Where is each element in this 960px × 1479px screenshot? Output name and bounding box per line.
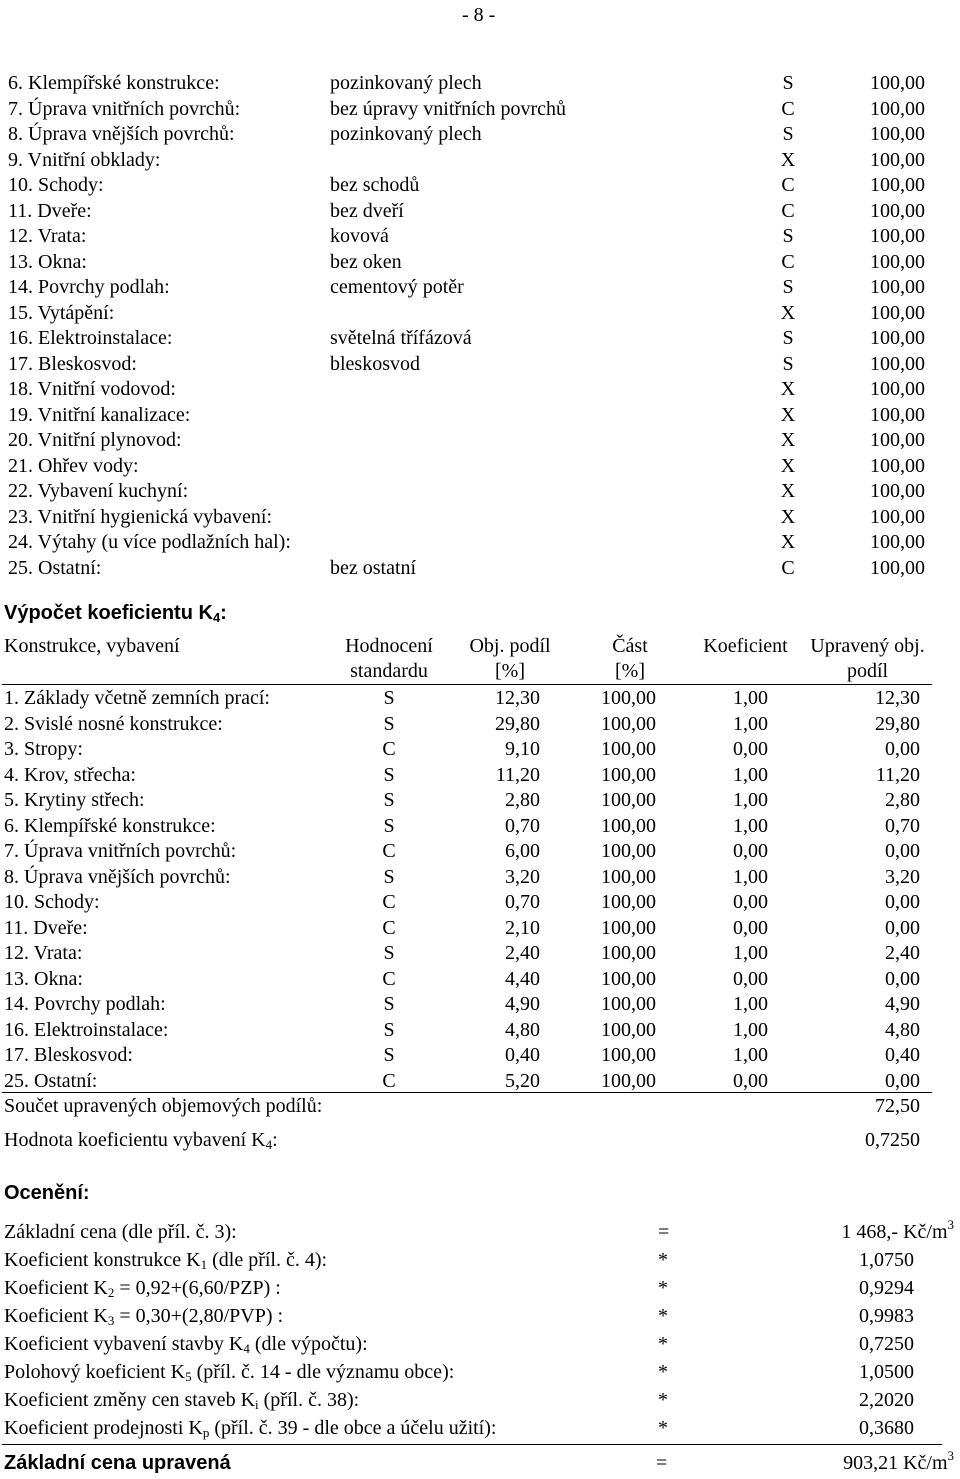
row-rating: S	[383, 687, 395, 709]
row-adjusted: 0,00	[885, 738, 920, 760]
valuation-value	[700, 1306, 914, 1326]
row-rating: S	[383, 763, 395, 786]
item-name: 16. Elektroinstalace:	[8, 327, 173, 349]
item-description: bez schodů	[330, 174, 420, 196]
row-adjusted: 4,90	[885, 993, 920, 1015]
item-percent: 100,00	[870, 123, 925, 145]
row-coef: 1,00	[733, 1018, 768, 1041]
item-name: 23. Vnitřní hygienická vybavení:	[8, 505, 273, 528]
row-part: 100,00	[601, 891, 656, 913]
item-code: X	[780, 148, 796, 171]
row-rating: C	[382, 840, 396, 862]
item-percent: 100,00	[870, 505, 925, 528]
item-percent: 100,00	[870, 403, 925, 426]
row-part: 100,00	[601, 967, 656, 990]
row-part: 100,00	[601, 1044, 656, 1066]
k4-value-label-colon: :	[272, 1129, 278, 1151]
row-adjusted: 29,80	[875, 712, 920, 735]
sum-value: 72,50	[875, 1095, 920, 1117]
item-code: S	[782, 352, 794, 375]
item-description: pozinkovaný plech	[330, 123, 482, 145]
k4-heading	[4, 603, 227, 623]
row-rating: C	[382, 738, 396, 760]
row-share: 12,30	[495, 687, 540, 709]
valuation-label-text: Koeficient prodejnosti K	[4, 1417, 203, 1439]
valuation-label	[4, 1418, 496, 1438]
item-percent: 100,00	[870, 301, 925, 324]
item-percent: 100,00	[870, 556, 925, 579]
item-percent: 100,00	[870, 199, 925, 222]
item-name: 7. Úprava vnitřních povrchů:	[8, 97, 241, 120]
item-code: S	[782, 72, 794, 94]
row-part: 100,00	[601, 789, 656, 811]
table-header-rule	[2, 684, 932, 685]
item-code: C	[781, 174, 795, 196]
row-construction: 16. Elektroinstalace:	[4, 1018, 169, 1041]
item-code: X	[780, 454, 796, 477]
valuation-operator: *	[658, 1305, 668, 1327]
row-rating: S	[383, 789, 395, 811]
item-percent: 100,00	[870, 97, 925, 120]
item-code: S	[782, 123, 794, 145]
row-share: 29,80	[495, 712, 540, 735]
item-percent: 100,00	[870, 174, 925, 196]
final-value	[740, 1448, 954, 1474]
valuation-label	[4, 1278, 281, 1298]
item-percent: 100,00	[870, 148, 925, 171]
row-part: 100,00	[601, 916, 656, 939]
k4-value-label-text: Hodnota koeficientu vybavení K	[4, 1129, 266, 1151]
row-construction: 2. Svislé nosné konstrukce:	[4, 712, 223, 735]
item-description: světelná třífázová	[330, 327, 472, 349]
item-code: X	[780, 480, 796, 502]
header-coef: Koeficient	[703, 635, 788, 657]
row-part: 100,00	[601, 687, 656, 709]
row-coef: 1,00	[733, 993, 768, 1015]
row-adjusted: 2,40	[885, 942, 920, 964]
row-adjusted: 0,70	[885, 814, 920, 837]
header-adjusted-2: podíl	[846, 660, 889, 682]
valuation-value	[700, 1334, 914, 1354]
item-name: 22. Vybavení kuchyní:	[8, 480, 189, 502]
row-coef: 1,00	[733, 687, 768, 709]
item-code: C	[781, 97, 795, 120]
row-adjusted: 12,30	[875, 687, 920, 709]
row-share: 5,20	[505, 1069, 540, 1092]
row-coef: 1,00	[733, 942, 768, 964]
item-description: cementový potěr	[330, 276, 464, 298]
row-construction: 3. Stropy:	[4, 738, 83, 760]
table-bottom-rule	[2, 1092, 932, 1093]
valuation-label-rest: = 0,92+(6,60/PZP) :	[114, 1277, 281, 1299]
item-description: kovová	[330, 225, 389, 247]
item-code: X	[780, 301, 796, 324]
row-adjusted: 3,20	[885, 865, 920, 888]
header-adjusted-1: Upravený obj.	[810, 635, 925, 657]
header-rating-2: standardu	[350, 660, 428, 682]
row-rating: S	[383, 712, 395, 735]
valuation-label	[4, 1306, 283, 1326]
k4-value: 0,7250	[865, 1129, 920, 1151]
valuation-label-text: Polohový koeficient K	[4, 1361, 186, 1383]
valuation-value-sup: 3	[947, 1217, 954, 1232]
row-share: 6,00	[505, 840, 540, 862]
valuation-label-sub: 1	[200, 1257, 208, 1272]
row-coef: 0,00	[733, 1069, 768, 1092]
valuation-label	[4, 1222, 237, 1242]
row-construction: 12. Vrata:	[4, 942, 83, 964]
row-adjusted: 11,20	[875, 763, 920, 786]
valuation-value-text: 0,9983	[859, 1305, 914, 1327]
valuation-operator: *	[658, 1277, 668, 1299]
item-code: S	[782, 327, 794, 349]
final-value-text: 903,21 Kč/m	[843, 1452, 948, 1474]
final-value-sup: 3	[947, 1448, 954, 1463]
row-share: 4,90	[505, 993, 540, 1015]
row-construction: 4. Krov, střecha:	[4, 763, 136, 786]
item-name: 17. Bleskosvod:	[8, 352, 137, 375]
sum-label: Součet upravených objemových podílů:	[4, 1095, 323, 1117]
row-adjusted: 0,00	[885, 1069, 920, 1092]
row-rating: S	[383, 993, 395, 1015]
valuation-label	[4, 1334, 368, 1354]
valuation-heading: Ocenění:	[4, 1182, 90, 1204]
valuation-operator: *	[658, 1389, 668, 1411]
row-construction: 13. Okna:	[4, 967, 83, 990]
row-rating: C	[382, 1069, 396, 1092]
row-rating: C	[382, 891, 396, 913]
row-construction: 6. Klempířské konstrukce:	[4, 814, 216, 837]
item-name: 13. Okna:	[8, 250, 87, 273]
row-coef: 0,00	[733, 891, 768, 913]
item-code: X	[780, 505, 796, 528]
valuation-value-text: 0,9294	[859, 1277, 914, 1299]
row-construction: 1. Základy včetně zemních prací:	[4, 687, 270, 709]
row-share: 0,70	[505, 814, 540, 837]
row-rating: S	[383, 1018, 395, 1041]
row-construction: 8. Úprava vnějších povrchů:	[4, 865, 231, 888]
valuation-label	[4, 1362, 454, 1382]
valuation-value	[700, 1390, 914, 1410]
item-code: S	[782, 276, 794, 298]
row-coef: 1,00	[733, 712, 768, 735]
valuation-label-rest: (dle výpočtu):	[249, 1333, 368, 1355]
final-op: =	[656, 1452, 668, 1474]
item-percent: 100,00	[870, 531, 925, 553]
row-rating: S	[383, 942, 395, 964]
row-part: 100,00	[601, 712, 656, 735]
header-part-2: [%]	[615, 660, 645, 682]
valuation-value	[700, 1278, 914, 1298]
item-percent: 100,00	[870, 378, 925, 400]
row-share: 11,20	[495, 763, 540, 786]
header-part-1: Část	[612, 635, 648, 657]
row-part: 100,00	[601, 1069, 656, 1092]
valuation-label	[4, 1390, 359, 1410]
row-part: 100,00	[601, 738, 656, 760]
valuation-label-rest: (dle příl. č. 4):	[207, 1249, 328, 1271]
valuation-operator: *	[658, 1417, 668, 1439]
row-coef: 1,00	[733, 789, 768, 811]
row-share: 2,10	[505, 916, 540, 939]
valuation-operator: *	[658, 1361, 668, 1383]
valuation-label-text: Koeficient K	[4, 1305, 108, 1327]
row-share: 4,80	[505, 1018, 540, 1041]
row-coef: 1,00	[733, 865, 768, 888]
row-rating: C	[382, 967, 396, 990]
item-percent: 100,00	[870, 276, 925, 298]
item-code: S	[782, 225, 794, 247]
k4-heading-colon: :	[220, 602, 227, 624]
row-rating: C	[382, 916, 396, 939]
row-coef: 0,00	[733, 916, 768, 939]
item-code: C	[781, 199, 795, 222]
valuation-value-text: 2,2020	[859, 1389, 914, 1411]
item-code: X	[780, 403, 796, 426]
valuation-label-rest: (příl. č. 38):	[258, 1389, 360, 1411]
item-name: 24. Výtahy (u více podlažních hal):	[8, 531, 291, 553]
row-construction: 25. Ostatní:	[4, 1069, 98, 1092]
row-share: 0,40	[505, 1044, 540, 1066]
row-construction: 7. Úprava vnitřních povrchů:	[4, 840, 237, 862]
item-name: 21. Ohřev vody:	[8, 454, 139, 477]
item-name: 11. Dveře:	[8, 199, 92, 222]
item-percent: 100,00	[870, 250, 925, 273]
item-name: 19. Vnitřní kanalizace:	[8, 403, 191, 426]
row-share: 3,20	[505, 865, 540, 888]
row-adjusted: 0,00	[885, 891, 920, 913]
valuation-value-text: 0,3680	[859, 1417, 914, 1439]
item-code: X	[780, 429, 796, 451]
valuation-label-sub: p	[202, 1425, 210, 1440]
item-name: 6. Klempířské konstrukce:	[8, 72, 220, 94]
row-coef: 1,00	[733, 814, 768, 837]
valuation-operator: *	[658, 1333, 668, 1355]
k4-value-label-sub: 4	[265, 1137, 273, 1152]
row-part: 100,00	[601, 942, 656, 964]
row-adjusted: 0,00	[885, 916, 920, 939]
k4-value-label	[4, 1130, 278, 1150]
item-percent: 100,00	[870, 327, 925, 349]
row-coef: 0,00	[733, 967, 768, 990]
row-share: 0,70	[505, 891, 540, 913]
valuation-label-text: Koeficient vybavení stavby K	[4, 1333, 244, 1355]
item-percent: 100,00	[870, 72, 925, 94]
row-construction: 17. Bleskosvod:	[4, 1044, 133, 1066]
row-rating: S	[383, 1044, 395, 1066]
valuation-value	[700, 1418, 914, 1438]
row-rating: S	[383, 814, 395, 837]
item-name: 10. Schody:	[8, 174, 104, 196]
final-rule	[2, 1444, 942, 1445]
valuation-label-rest: = 0,30+(2,80/PVP) :	[114, 1305, 284, 1327]
valuation-value-text: 0,7250	[859, 1333, 914, 1355]
row-adjusted: 0,00	[885, 840, 920, 862]
row-coef: 1,00	[733, 763, 768, 786]
valuation-label-rest: (příl. č. 39 - dle obce a účelu užití):	[209, 1417, 497, 1439]
item-percent: 100,00	[870, 454, 925, 477]
item-percent: 100,00	[870, 429, 925, 451]
item-percent: 100,00	[870, 480, 925, 502]
row-share: 9,10	[505, 738, 540, 760]
row-construction: 10. Schody:	[4, 891, 100, 913]
item-name: 15. Vytápění:	[8, 301, 115, 324]
k4-heading-text: Výpočet koeficientu K	[4, 602, 213, 624]
valuation-operator: *	[658, 1249, 668, 1271]
header-construction: Konstrukce, vybavení	[4, 635, 180, 657]
item-description: bleskosvod	[330, 352, 420, 375]
valuation-label-text: Koeficient změny cen staveb K	[4, 1389, 256, 1411]
page-number: - 8 -	[462, 4, 496, 26]
valuation-label-sub: 5	[185, 1369, 192, 1384]
valuation-value-text: 1,0750	[859, 1249, 914, 1271]
row-adjusted: 0,40	[885, 1044, 920, 1066]
item-code: C	[781, 556, 795, 579]
valuation-value-text: 1,0500	[859, 1361, 914, 1383]
item-description: bez dveří	[330, 199, 404, 222]
row-part: 100,00	[601, 1018, 656, 1041]
row-coef: 0,00	[733, 840, 768, 862]
header-rating-1: Hodnocení	[345, 635, 433, 657]
item-name: 18. Vnitřní vodovod:	[8, 378, 176, 400]
row-part: 100,00	[601, 993, 656, 1015]
item-description: pozinkovaný plech	[330, 72, 482, 94]
item-name: 14. Povrchy podlah:	[8, 276, 170, 298]
item-percent: 100,00	[870, 225, 925, 247]
row-part: 100,00	[601, 840, 656, 862]
valuation-label	[4, 1250, 327, 1270]
row-part: 100,00	[601, 814, 656, 837]
valuation-label-sub: 3	[107, 1313, 115, 1328]
valuation-value-text: 1 468,- Kč/m	[841, 1221, 948, 1243]
valuation-label-text: Koeficient K	[4, 1277, 108, 1299]
row-construction: 11. Dveře:	[4, 916, 88, 939]
valuation-label-text: Koeficient konstrukce K	[4, 1249, 201, 1271]
row-adjusted: 2,80	[885, 789, 920, 811]
item-code: X	[780, 378, 796, 400]
valuation-label-sub: i	[255, 1397, 259, 1412]
valuation-label-rest: (příl. č. 14 - dle významu obce):	[191, 1361, 455, 1383]
item-name: 12. Vrata:	[8, 225, 87, 247]
row-coef: 1,00	[733, 1044, 768, 1066]
row-share: 4,40	[505, 967, 540, 990]
row-adjusted: 0,00	[885, 967, 920, 990]
item-description: bez ostatní	[330, 556, 417, 579]
valuation-label-sub: 2	[107, 1285, 115, 1300]
valuation-value	[700, 1250, 914, 1270]
valuation-value	[700, 1217, 954, 1243]
item-percent: 100,00	[870, 352, 925, 375]
row-part: 100,00	[601, 865, 656, 888]
valuation-label-text: Základní cena (dle příl. č. 3):	[4, 1221, 237, 1243]
item-description: bez úpravy vnitřních povrchů	[330, 97, 567, 120]
item-name: 8. Úprava vnějších povrchů:	[8, 123, 235, 145]
row-share: 2,40	[505, 942, 540, 964]
final-label: Základní cena upravená	[4, 1452, 231, 1474]
valuation-operator: =	[658, 1221, 670, 1243]
item-code: C	[781, 250, 795, 273]
item-name: 9. Vnitřní obklady:	[8, 148, 161, 171]
row-coef: 0,00	[733, 738, 768, 760]
header-share-1: Obj. podíl	[469, 635, 551, 657]
valuation-value	[700, 1362, 914, 1382]
item-name: 20. Vnitřní plynovod:	[8, 429, 182, 451]
row-part: 100,00	[601, 763, 656, 786]
row-share: 2,80	[505, 789, 540, 811]
header-share-2: [%]	[495, 660, 525, 682]
row-adjusted: 4,80	[885, 1018, 920, 1041]
valuation-label-sub: 4	[243, 1341, 250, 1356]
item-description: bez oken	[330, 250, 402, 273]
row-construction: 5. Krytiny střech:	[4, 789, 145, 811]
row-rating: S	[383, 865, 395, 888]
item-code: X	[780, 531, 796, 553]
row-construction: 14. Povrchy podlah:	[4, 993, 166, 1015]
k4-heading-sub: 4	[212, 610, 221, 625]
item-name: 25. Ostatní:	[8, 556, 102, 579]
